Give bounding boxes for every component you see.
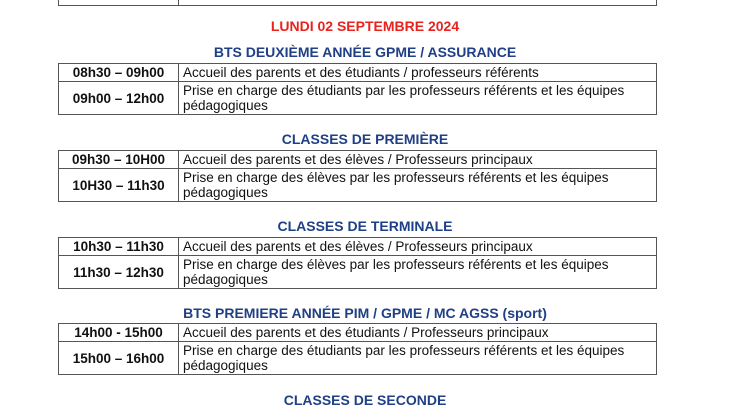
time-cell: 09h00 – 12h00 — [59, 82, 179, 115]
date-heading: LUNDI 02 SEPTEMBRE 2024 — [270, 18, 460, 34]
description-cell: Prise en charge des étudiants par les professeurs référents et les équipes pédagogiques — [179, 82, 657, 115]
section-title-terminale: CLASSES DE TERMINALE — [277, 218, 453, 234]
section-title-seconde: CLASSES DE SECONDE — [283, 392, 447, 408]
description-cell: Prise en charge des élèves par les professeurs référents et les équipes pédagogiques — [179, 256, 657, 289]
section-title-bts-1: BTS PREMIERE ANNÉE PIM / GPME / MC AGSS (sport) — [183, 305, 547, 321]
previous-table-edge — [58, 0, 657, 6]
description-cell: Accueil des parents et des étudiants / professeurs référents — [179, 64, 657, 82]
table-row — [59, 324, 657, 342]
time-cell: 14h00 - 15h00 — [59, 324, 179, 342]
description-cell: Prise en charge des étudiants par les professeurs référents et les équipes pédagogiques — [179, 342, 657, 375]
schedule-table-bts-1 — [58, 323, 657, 375]
time-cell: 10H30 – 11h30 — [59, 169, 179, 202]
schedule-table-premiere — [58, 150, 657, 202]
time-cell: 15h00 – 16h00 — [59, 342, 179, 375]
schedule-table-bts-2 — [58, 63, 657, 115]
table-row — [59, 151, 657, 169]
table-row — [59, 238, 657, 256]
schedule-table-terminale — [58, 237, 657, 289]
description-cell: Prise en charge des élèves par les professeurs référents et les équipes pédagogiques — [179, 169, 657, 202]
section-title-bts-2: BTS DEUXIÈME ANNÉE GPME / ASSURANCE — [213, 44, 517, 60]
time-cell: 09h30 – 10H00 — [59, 151, 179, 169]
table-row — [59, 169, 657, 202]
table-row — [59, 64, 657, 82]
description-cell: Accueil des parents et des étudiants / Professeurs principaux — [179, 324, 657, 342]
table-row — [59, 82, 657, 115]
table-row — [59, 342, 657, 375]
time-cell: 10h30 – 11h30 — [59, 238, 179, 256]
description-cell: Accueil des parents et des élèves / Professeurs principaux — [179, 238, 657, 256]
time-cell: 11h30 – 12h30 — [59, 256, 179, 289]
table-row — [59, 256, 657, 289]
section-title-premiere: CLASSES DE PREMIÈRE — [281, 131, 449, 147]
time-cell: 08h30 – 09h00 — [59, 64, 179, 82]
description-cell: Accueil des parents et des élèves / Professeurs principaux — [179, 151, 657, 169]
